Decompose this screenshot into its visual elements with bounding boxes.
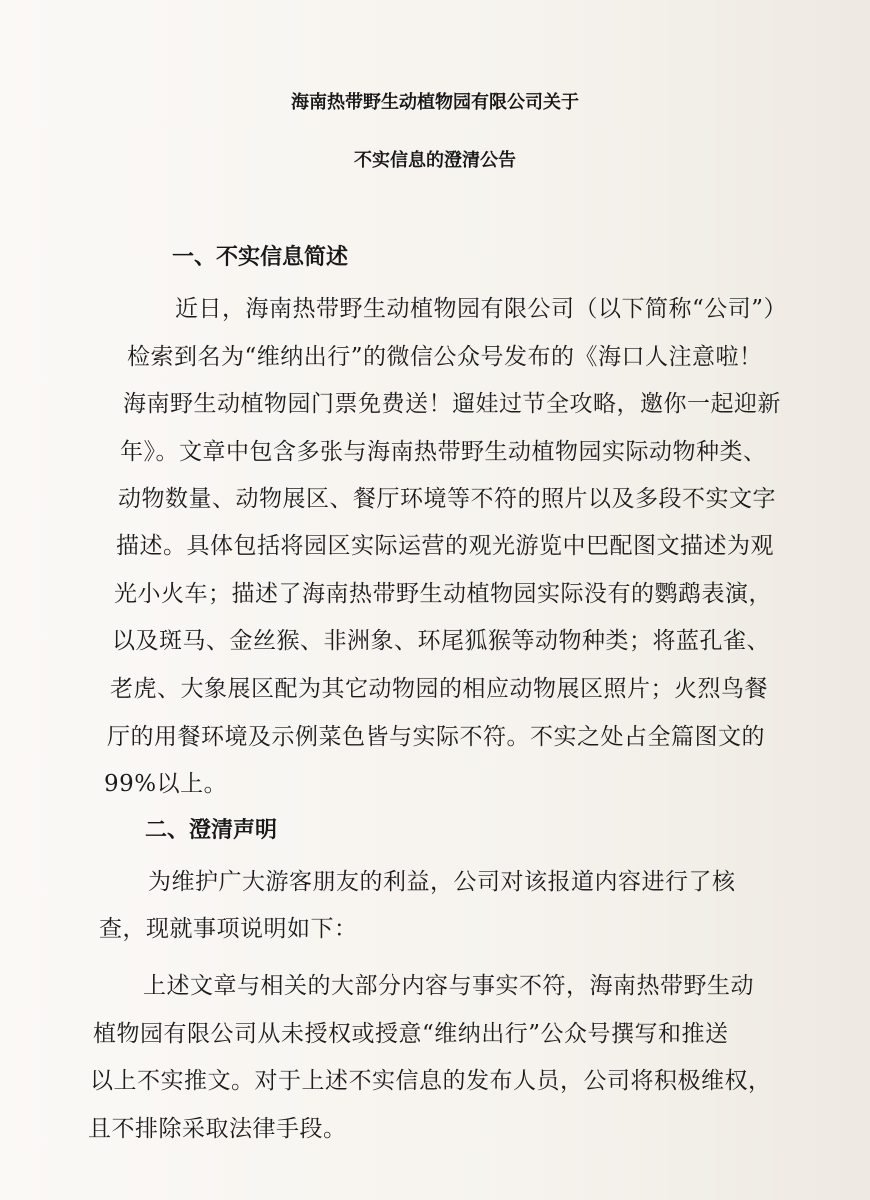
paragraph-line: 厅的用餐环境及示例菜色皆与实际不符。不实之处占全篇图文的 [107, 724, 765, 750]
paragraph-line: 老虎、大象展区配为其它动物园的相应动物展区照片；火烈鸟餐 [110, 676, 768, 702]
paragraph-line: 动物数量、动物展区、餐厅环境等不符的照片以及多段不实文字 [118, 486, 776, 512]
paragraph-line: 检索到名为“维纳出行”的微信公众号发布的《海口人注意啦！ [127, 344, 763, 370]
section2-heading: 二、澄清声明 [145, 818, 278, 843]
paragraph-line: 上述文章与相关的大部分内容与事实不符，海南热带野生动 [143, 973, 754, 999]
paragraph-line: 为维护广大游客朋友的利益，公司对该报道内容进行了核 [148, 869, 736, 895]
paragraph-line: 查，现就事项说明如下： [99, 916, 358, 942]
paragraph-line: 年》。文章中包含多张与海南热带野生动植物园实际动物种类、 [120, 439, 767, 465]
section1-heading: 一、不实信息简述 [172, 245, 349, 270]
paragraph-line: 99%以上。 [104, 771, 228, 797]
paragraph-line: 近日，海南热带野生动植物园有限公司（以下简称“公司”） [175, 296, 788, 322]
document-title-line1: 海南热带野生动植物园有限公司关于 [291, 92, 579, 113]
paragraph-line: 以上不实推文。对于上述不实信息的发布人员，公司将积极维权， [90, 1068, 772, 1094]
paragraph-line: 光小火车；描述了海南热带野生动植物园实际没有的鹦鹉表演， [114, 581, 772, 607]
paragraph-line: 植物园有限公司从未授权或授意“维纳出行”公众号撰写和推送 [93, 1021, 729, 1047]
paragraph-line: 且不排除采取法律手段。 [88, 1116, 347, 1142]
paragraph-line: 以及斑马、金丝猴、非洲象、环尾狐猴等动物种类；将蓝孔雀、 [112, 628, 770, 654]
paragraph-line: 描述。具体包括将园区实际运营的观光游览中巴配图文描述为观 [116, 533, 774, 559]
document-title-line2: 不实信息的澄清公告 [354, 150, 516, 171]
paragraph-line: 海南野生动植物园门票免费送！遛娃过节全攻略，邀你一起迎新 [123, 391, 781, 417]
